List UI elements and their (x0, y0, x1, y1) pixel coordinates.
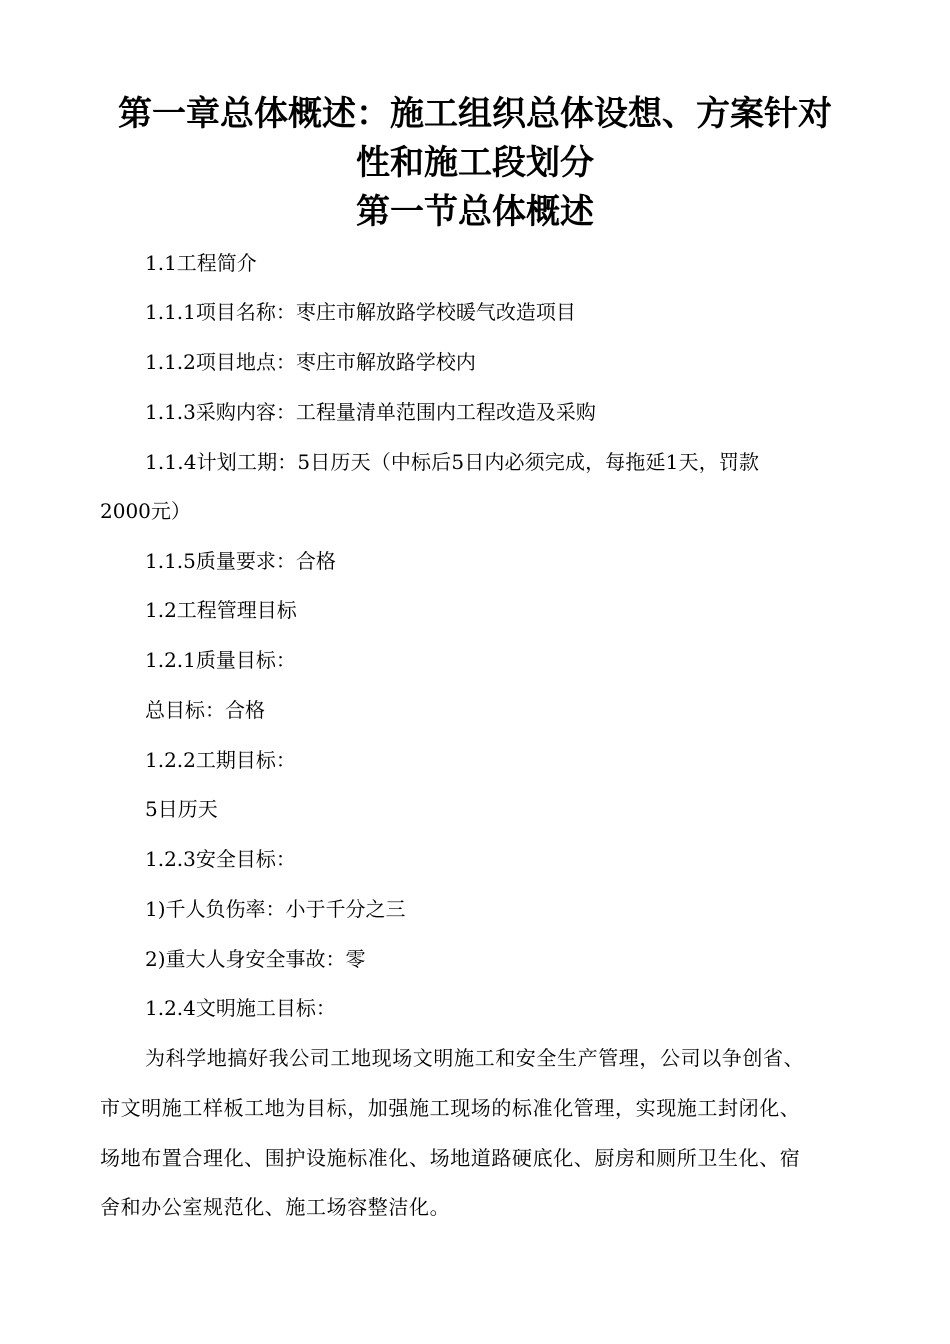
paragraph-1-1: 1.1工程简介 (145, 251, 257, 275)
chapter-title-line-2: 性和施工段划分 (356, 143, 594, 183)
paragraph-schedule-goal: 5日历天 (145, 797, 218, 821)
chapter-title-line-1: 第一章总体概述：施工组织总体设想、方案针对 (118, 94, 832, 134)
paragraph-major-accident: 2)重大人身安全事故：零 (145, 947, 366, 971)
paragraph-1-1-2: 1.1.2项目地点：枣庄市解放路学校内 (145, 350, 476, 374)
paragraph-injury-rate: 1)千人负伤率：小于千分之三 (145, 897, 406, 921)
section-title: 第一节总体概述 (356, 192, 594, 232)
paragraph-civilized-construction-line-3: 场地布置合理化、围护设施标准化、场地道路硬底化、厨房和厕所卫生化、宿 (100, 1146, 801, 1170)
paragraph-1-2-1: 1.2.1质量目标： (145, 648, 296, 672)
paragraph-1-1-4: 1.1.4计划工期：5日历天（中标后5日内必须完成，每拖延1天，罚款 (145, 450, 760, 474)
paragraph-1-2: 1.2工程管理目标 (145, 598, 297, 622)
paragraph-1-1-1: 1.1.1项目名称：枣庄市解放路学校暖气改造项目 (145, 300, 576, 324)
paragraph-quality-goal: 总目标：合格 (145, 698, 265, 722)
paragraph-1-2-2: 1.2.2工期目标： (145, 748, 296, 772)
paragraph-1-1-3: 1.1.3采购内容：工程量清单范围内工程改造及采购 (145, 400, 596, 424)
paragraph-civilized-construction-line-4: 舍和办公室规范化、施工场容整洁化。 (100, 1195, 451, 1219)
paragraph-1-1-4-continued: 2000元） (100, 499, 191, 523)
paragraph-1-2-3: 1.2.3安全目标： (145, 847, 296, 871)
paragraph-1-1-5: 1.1.5质量要求：合格 (145, 549, 336, 573)
paragraph-civilized-construction-line-1: 为科学地搞好我公司工地现场文明施工和安全生产管理，公司以争创省、 (145, 1046, 805, 1070)
paragraph-1-2-4: 1.2.4文明施工目标： (145, 996, 336, 1020)
paragraph-civilized-construction-line-2: 市文明施工样板工地为目标，加强施工现场的标准化管理，实现施工封闭化、 (100, 1096, 801, 1120)
